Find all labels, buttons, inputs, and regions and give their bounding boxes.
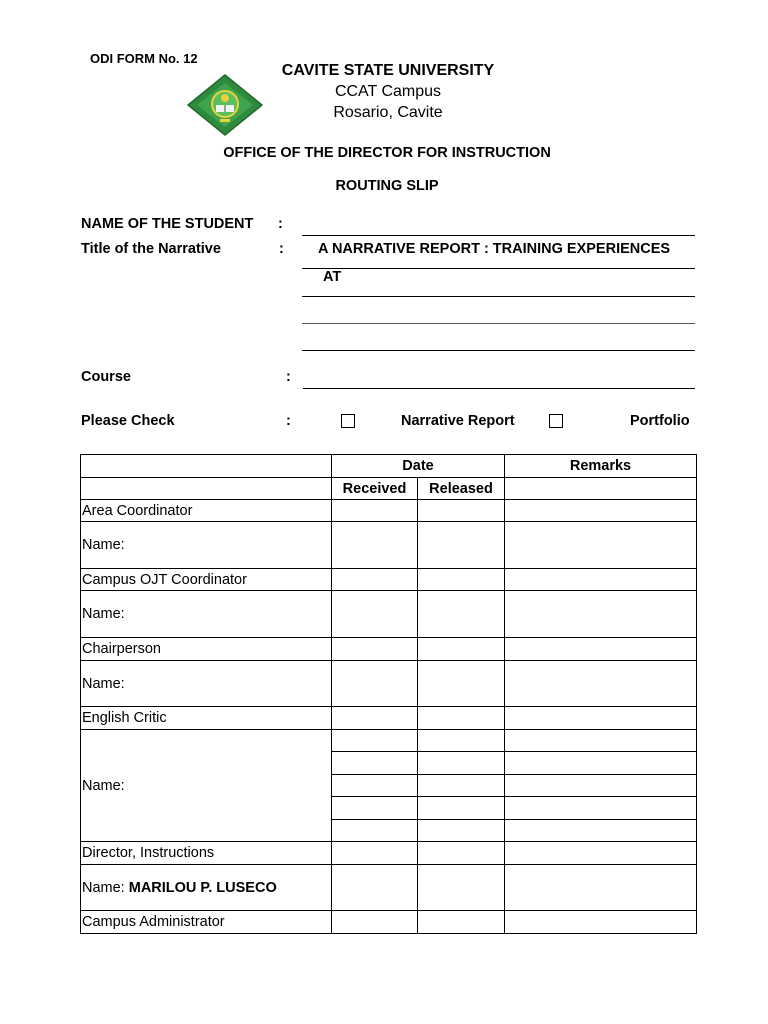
please-check-label: Please Check [81, 413, 175, 429]
narrative-line-1[interactable] [302, 268, 695, 269]
received-cell[interactable] [332, 500, 418, 522]
name-value: MARILOU P. LUSECO [128, 879, 277, 896]
remarks-cell[interactable] [505, 842, 697, 865]
received-cell[interactable] [332, 865, 418, 911]
role-cell: Campus Administrator [81, 911, 332, 934]
name-cell[interactable] [81, 661, 332, 707]
received-cell[interactable] [332, 911, 418, 934]
student-name-label: NAME OF THE STUDENT [81, 216, 254, 232]
remarks-cell[interactable] [505, 911, 697, 934]
name-prefix: Name: [82, 675, 125, 692]
released-cell[interactable] [418, 752, 505, 775]
narrative-title-label: Title of the Narrative [81, 241, 221, 257]
released-cell[interactable] [418, 569, 505, 591]
table-subheader-blank [81, 478, 332, 500]
name-prefix: Name: [82, 606, 125, 622]
narrative-report-option: Narrative Report [401, 413, 515, 429]
remarks-subheader-blank [505, 478, 697, 500]
received-cell[interactable] [332, 797, 418, 820]
table-row [81, 911, 697, 934]
please-check-colon: : [286, 413, 291, 429]
remarks-cell[interactable] [505, 569, 697, 591]
released-cell[interactable] [418, 707, 505, 730]
received-cell[interactable] [332, 522, 418, 569]
received-cell[interactable] [332, 730, 418, 752]
narrative-line-2[interactable] [302, 296, 695, 297]
narrative-line-4[interactable] [302, 350, 695, 351]
received-cell[interactable] [332, 842, 418, 865]
table-row [81, 707, 697, 730]
university-seal-icon [187, 74, 263, 136]
remarks-cell[interactable] [505, 775, 697, 797]
released-cell[interactable] [418, 865, 505, 911]
released-cell[interactable] [418, 500, 505, 522]
remarks-cell[interactable] [505, 522, 697, 569]
office-title: OFFICE OF THE DIRECTOR FOR INSTRUCTION [223, 145, 551, 161]
campus-location: Rosario, Cavite [333, 104, 443, 121]
narrative-line-3[interactable] [302, 323, 695, 324]
remarks-cell[interactable] [505, 661, 697, 707]
table-row [81, 661, 697, 707]
received-header: Received [332, 478, 418, 500]
received-cell[interactable] [332, 775, 418, 797]
table-header-blank [81, 455, 332, 478]
document-title: ROUTING SLIP [335, 178, 439, 194]
course-label: Course [81, 369, 131, 385]
released-cell[interactable] [418, 911, 505, 934]
table-row [81, 522, 697, 569]
role-cell: Chairperson [81, 638, 332, 661]
remarks-cell[interactable] [505, 730, 697, 752]
narrative-title-colon: : [279, 241, 284, 257]
released-cell[interactable] [418, 797, 505, 820]
name-prefix: Name: [82, 777, 125, 794]
table-row [81, 569, 697, 591]
routing-table [80, 454, 697, 934]
date-header: Date [332, 455, 505, 478]
course-colon: : [286, 369, 291, 385]
remarks-cell[interactable] [505, 865, 697, 911]
narrative-report-checkbox[interactable] [341, 414, 355, 428]
name-cell[interactable] [81, 730, 332, 842]
remarks-cell[interactable] [505, 591, 697, 638]
form-number: ODI FORM No. 12 [90, 51, 198, 66]
campus-name: CCAT Campus [334, 83, 442, 100]
remarks-cell[interactable] [505, 707, 697, 730]
narrative-title-line1: A NARRATIVE REPORT : TRAINING EXPERIENCES [318, 241, 671, 257]
table-row [81, 842, 697, 865]
released-cell[interactable] [418, 591, 505, 638]
received-cell[interactable] [332, 638, 418, 661]
remarks-header: Remarks [505, 455, 697, 478]
role-cell: English Critic [81, 707, 332, 730]
university-name: CAVITE STATE UNIVERSITY [281, 62, 495, 79]
role-cell: Director, Instructions [81, 842, 332, 865]
released-cell[interactable] [418, 638, 505, 661]
course-field[interactable] [303, 388, 695, 389]
table-row [81, 500, 697, 522]
student-name-field[interactable] [302, 235, 695, 236]
released-cell[interactable] [418, 775, 505, 797]
received-cell[interactable] [332, 661, 418, 707]
table-row [81, 638, 697, 661]
received-cell[interactable] [332, 752, 418, 775]
name-cell[interactable] [81, 522, 332, 569]
role-cell: Area Coordinator [81, 500, 332, 522]
name-cell[interactable] [81, 591, 332, 638]
received-cell[interactable] [332, 820, 418, 842]
portfolio-option: Portfolio [630, 413, 690, 429]
released-cell[interactable] [418, 661, 505, 707]
name-prefix: Name: [82, 537, 125, 553]
released-header: Released [418, 478, 505, 500]
received-cell[interactable] [332, 591, 418, 638]
released-cell[interactable] [418, 820, 505, 842]
received-cell[interactable] [332, 707, 418, 730]
role-cell: Campus OJT Coordinator [81, 569, 332, 591]
released-cell[interactable] [418, 842, 505, 865]
released-cell[interactable] [418, 522, 505, 569]
received-cell[interactable] [332, 569, 418, 591]
remarks-cell[interactable] [505, 500, 697, 522]
released-cell[interactable] [418, 730, 505, 752]
remarks-cell[interactable] [505, 638, 697, 661]
portfolio-checkbox[interactable] [549, 414, 563, 428]
table-row [81, 865, 697, 911]
name-cell[interactable] [81, 865, 332, 911]
student-name-colon: : [278, 216, 283, 232]
remarks-cell[interactable] [505, 797, 697, 820]
table-row [81, 591, 697, 638]
remarks-cell[interactable] [505, 752, 697, 775]
narrative-title-line2: AT [323, 269, 342, 285]
table-row [81, 730, 697, 752]
remarks-cell[interactable] [505, 820, 697, 842]
name-prefix: Name: [82, 879, 125, 896]
